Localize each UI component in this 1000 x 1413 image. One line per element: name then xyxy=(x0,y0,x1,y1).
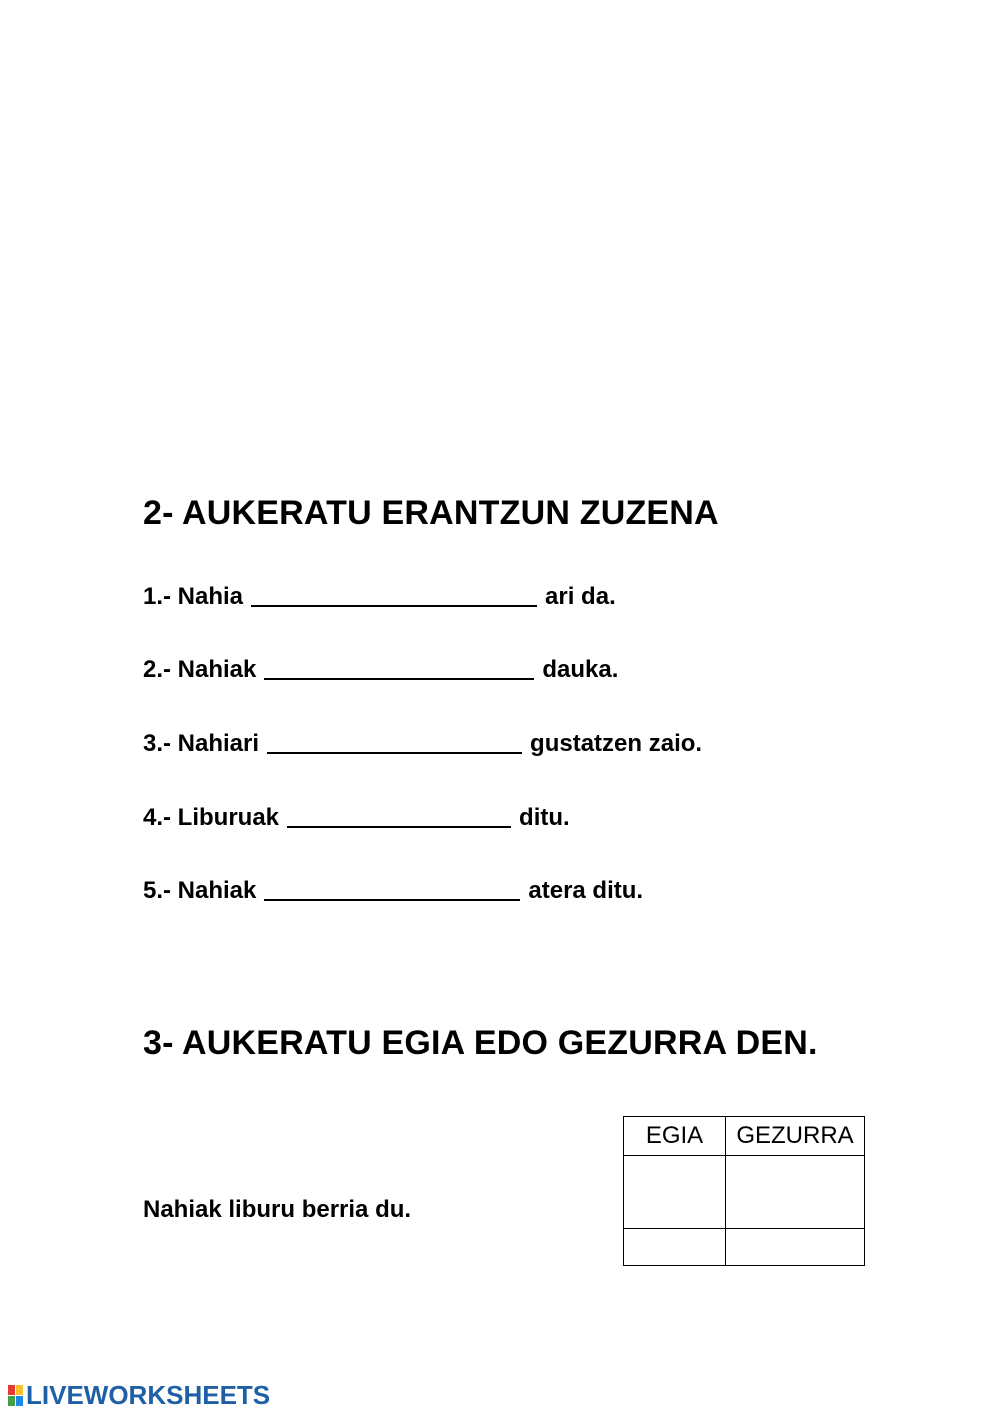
liveworksheets-brand xyxy=(8,1380,270,1411)
brand-name: LIVEWORKSHEETS xyxy=(26,1380,271,1410)
sentence-5 xyxy=(143,874,643,905)
true-false-statement: Nahiak liburu berria du. xyxy=(143,1196,412,1223)
table-row xyxy=(624,1156,865,1229)
sentence-4-prefix: 4.- Liburuak xyxy=(143,804,280,831)
table-header-row xyxy=(624,1117,865,1156)
true-false-table xyxy=(623,1116,865,1266)
table-row xyxy=(624,1229,865,1266)
sentence-3 xyxy=(143,727,702,758)
sentence-2-suffix: dauka. xyxy=(542,656,619,683)
sentence-4-blank[interactable] xyxy=(287,804,511,828)
sentence-2-blank[interactable] xyxy=(264,656,534,680)
section-3-title: 3- AUKERATU EGIA EDO GEZURRA DEN. xyxy=(143,1024,818,1062)
header-gezurra: GEZURRA xyxy=(726,1117,865,1156)
sentence-4 xyxy=(143,801,570,832)
gezurra-cell[interactable] xyxy=(726,1229,865,1266)
sentence-5-suffix: atera ditu. xyxy=(528,877,644,904)
sentence-3-blank[interactable] xyxy=(267,730,522,754)
sentence-4-suffix: ditu. xyxy=(519,804,570,831)
sentence-5-blank[interactable] xyxy=(264,877,520,901)
sentence-1-blank[interactable] xyxy=(251,583,537,607)
sentence-2-prefix: 2.- Nahiak xyxy=(143,656,257,683)
liveworksheets-logo-icon xyxy=(8,1385,23,1406)
sentence-1-suffix: ari da. xyxy=(545,583,616,610)
gezurra-answer-cell[interactable] xyxy=(726,1156,865,1229)
sentence-3-prefix: 3.- Nahiari xyxy=(143,730,260,757)
egia-answer-cell[interactable] xyxy=(624,1156,726,1229)
sentence-1-prefix: 1.- Nahia xyxy=(143,583,244,610)
sentence-5-prefix: 5.- Nahiak xyxy=(143,877,257,904)
section-2-title: 2- AUKERATU ERANTZUN ZUZENA xyxy=(143,494,719,532)
egia-cell[interactable] xyxy=(624,1229,726,1266)
sentence-1 xyxy=(143,580,616,611)
header-egia: EGIA xyxy=(624,1117,726,1156)
sentence-3-suffix: gustatzen zaio. xyxy=(530,730,703,757)
sentence-2 xyxy=(143,653,618,684)
